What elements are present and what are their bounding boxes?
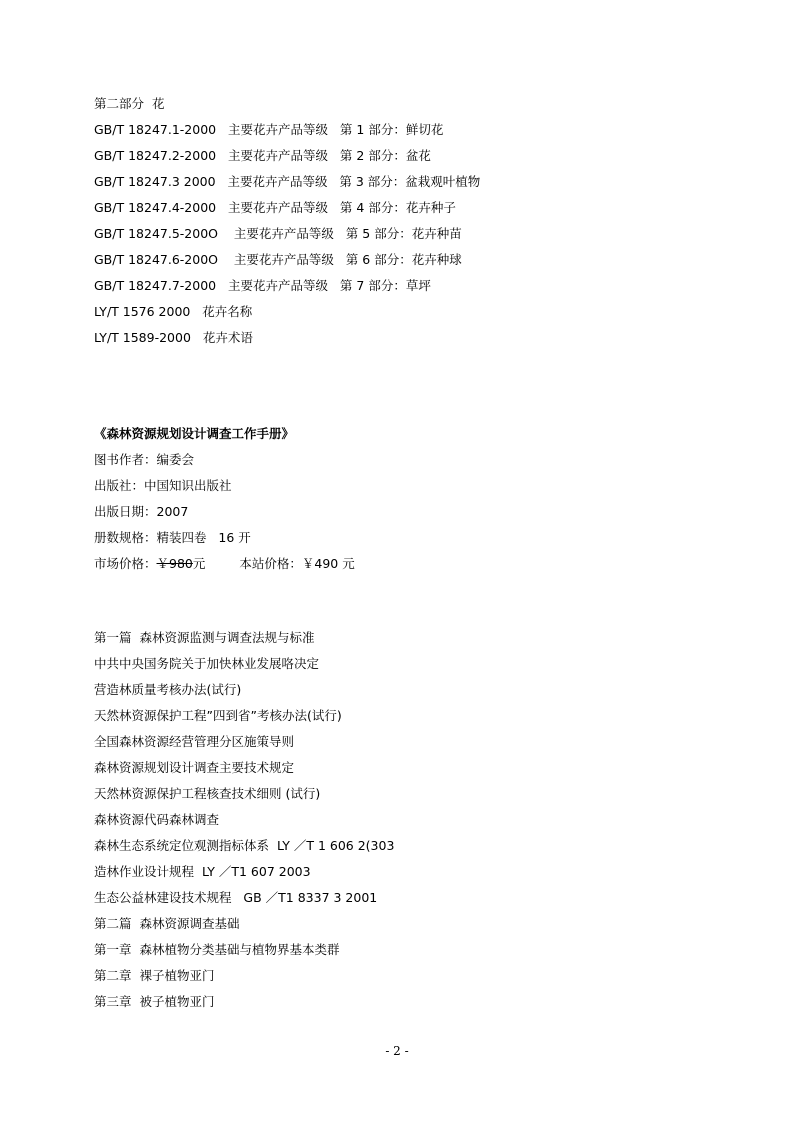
book-title: 《森林资源规划设计调查工作手册》 xyxy=(94,426,295,441)
standard-item: LY/T 1589-2000 花卉术语 xyxy=(94,330,253,345)
book-author: 图书作者：编委会 xyxy=(94,452,195,467)
market-price-label: 市场价格： xyxy=(94,556,157,571)
contents-item: 第一章 森林植物分类基础与植物界基本类群 xyxy=(94,942,340,957)
contents-item: 中共中央国务院关于加快林业发展咯决定 xyxy=(94,656,320,671)
contents-item: 第二篇 森林资源调查基础 xyxy=(94,916,240,931)
contents-item: 第二章 裸子植物亚门 xyxy=(94,968,215,983)
contents-item: 生态公益林建设技术规程 GB ／T1 8337 3 2001 xyxy=(94,890,378,905)
standard-item: GB/T 18247.1-2000 主要花卉产品等级 第 1 部分：鲜切花 xyxy=(94,122,444,137)
page-number: - 2 - xyxy=(385,1044,409,1058)
market-price-unit: 元 xyxy=(192,556,206,571)
book-publish-date: 出版日期：2007 xyxy=(94,504,189,519)
standard-item: GB/T 18247.5-200O 主要花卉产品等级 第 5 部分：花卉种苗 xyxy=(94,226,462,241)
contents-item: 造林作业设计规程 LY ／T1 607 2003 xyxy=(94,864,311,879)
standard-item: GB/T 18247.3 2000 主要花卉产品等级 第 3 部分：盆栽观叶植物 xyxy=(94,174,481,189)
contents-item: 森林资源规划设计调查主要技术规定 xyxy=(94,760,295,775)
standard-item: GB/T 18247.7-2000 主要花卉产品等级 第 7 部分：草坪 xyxy=(94,278,431,293)
contents-item: 森林生态系统定位观测指标体系 LY ／T 1 606 2(303 xyxy=(94,838,395,853)
book-publisher: 出版社：中国知识出版社 xyxy=(94,478,232,493)
contents-item: 全国森林资源经营管理分区施策导则 xyxy=(94,734,295,749)
contents-item: 森林资源代码森林调查 xyxy=(94,812,220,827)
contents-item: 第三章 被子植物亚门 xyxy=(94,994,215,1009)
standard-item: GB/T 18247.6-200O 主要花卉产品等级 第 6 部分：花卉种球 xyxy=(94,252,462,267)
market-price-value: ￥980 xyxy=(156,556,193,571)
book-prices xyxy=(94,556,355,572)
book-format: 册数规格：精装四卷 16 开 xyxy=(94,530,251,545)
contents-item: 第一篇 森林资源监测与调查法规与标准 xyxy=(94,630,315,645)
contents-item: 营造林质量考核办法(试行) xyxy=(94,682,242,697)
section-heading-flowers: 第二部分 花 xyxy=(94,96,165,111)
site-price: 本站价格：￥490 元 xyxy=(239,556,355,571)
contents-item: 天然林资源保护工程核查技术细则 (试行) xyxy=(94,786,321,801)
standard-item: LY/T 1576 2000 花卉名称 xyxy=(94,304,253,319)
contents-item: 天然林资源保护工程”四到省”考核办法(试行) xyxy=(94,708,342,723)
standard-item: GB/T 18247.4-2000 主要花卉产品等级 第 4 部分：花卉种子 xyxy=(94,200,456,215)
standard-item: GB/T 18247.2-2000 主要花卉产品等级 第 2 部分：盆花 xyxy=(94,148,431,163)
